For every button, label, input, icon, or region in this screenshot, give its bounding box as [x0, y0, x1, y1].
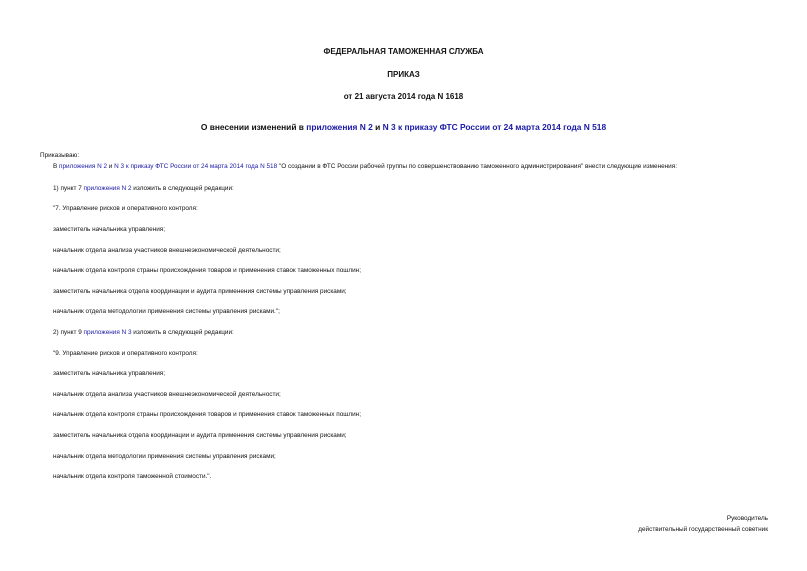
subject-and: и — [372, 122, 383, 132]
p9-line: заместитель начальника управления; — [53, 370, 166, 377]
document-date-heading: от 21 августа 2014 года N 1618 — [343, 92, 464, 101]
p7-line: заместитель начальника управления; — [53, 226, 166, 233]
p9-line: начальник отдела контроля страны происхождения товаров и применения ставок таможенных пошлин; — [53, 411, 361, 418]
p7-line: начальник отдела анализа участников внешнеэкономической деятельности; — [53, 247, 281, 254]
item-2-suffix: изложить в следующей редакции: — [131, 329, 234, 336]
order-word: Приказываю: — [40, 152, 80, 159]
subject-prefix: О внесении изменений в — [200, 122, 307, 132]
p7-line: "7. Управление рисков и оперативного контроля: — [53, 205, 198, 212]
item-1 — [53, 185, 234, 193]
item-1-link-appendix-2[interactable]: приложения N 2 — [83, 185, 132, 192]
item-2 — [53, 329, 234, 337]
p7-line: заместитель начальника отдела координации и аудита применения системы управления рисками; — [53, 288, 347, 295]
agency-heading: ФЕДЕРАЛЬНАЯ ТАМОЖЕННАЯ СЛУЖБА — [323, 47, 484, 56]
p9-line: "9. Управление рисков и оперативного контроля: — [53, 350, 198, 357]
signature-rank: действительный государственный советник — [638, 526, 768, 533]
subject-link-appendix-2[interactable]: приложения N 2 — [306, 122, 373, 132]
intro-link-appendix-2[interactable]: приложения N 2 — [59, 163, 108, 170]
intro-and: и — [107, 163, 115, 170]
item-2-prefix: 2) пункт 9 — [53, 329, 84, 336]
intro-paragraph — [53, 163, 677, 171]
document-type-heading: ПРИКАЗ — [387, 70, 420, 79]
subject-link-appendix-3[interactable]: N 3 к приказу ФТС России от 24 марта 2014 года N 518 — [382, 122, 607, 132]
p9-line: начальник отдела анализа участников внешнеэкономической деятельности; — [53, 391, 281, 398]
p9-line: начальник отдела методологии применения системы управления рисками; — [53, 453, 276, 460]
item-1-prefix: 1) пункт 7 — [53, 185, 84, 192]
p9-line: начальник отдела контроля таможенной стоимости.". — [53, 473, 212, 480]
intro-prefix: В — [53, 163, 60, 170]
signature-title: Руководитель — [726, 515, 768, 522]
document-subject — [0, 122, 807, 133]
item-1-suffix: изложить в следующей редакции: — [131, 185, 234, 192]
intro-rest: "О создании в ФТС России рабочей группы по совершенствованию таможенного администрирования" внести следующие изменения: — [277, 163, 677, 170]
p7-line: начальник отдела контроля страны происхождения товаров и применения ставок таможенных пошлин; — [53, 267, 361, 274]
item-2-link-appendix-3[interactable]: приложения N 3 — [83, 329, 132, 336]
intro-link-appendix-3[interactable]: N 3 к приказу ФТС России от 24 марта 2014 года N 518 — [114, 163, 278, 170]
p7-line: начальник отдела методологии применения системы управления рисками."; — [53, 308, 280, 315]
p9-line: заместитель начальника отдела координации и аудита применения системы управления рисками; — [53, 432, 347, 439]
